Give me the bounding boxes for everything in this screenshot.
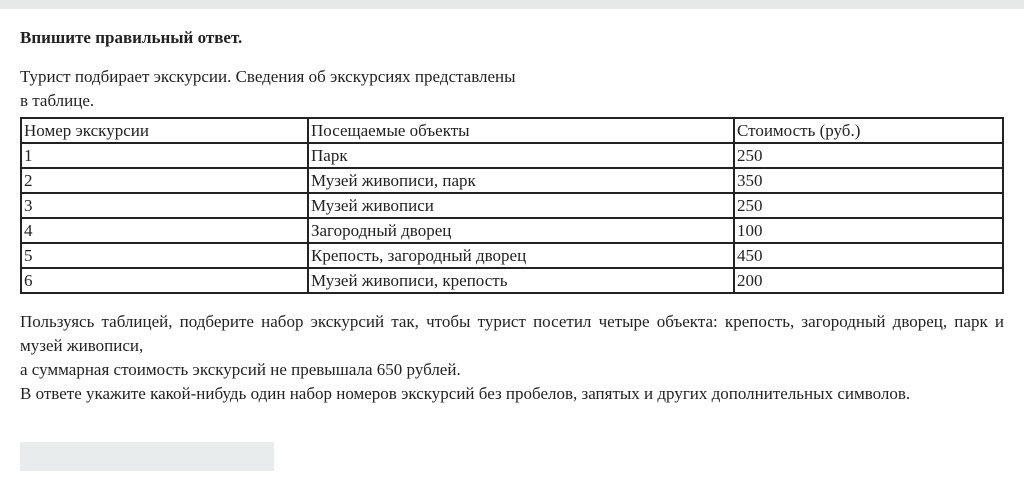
intro-line-2: в таблице. xyxy=(20,91,95,110)
task-paragraph-2: а суммарная стоимость экскурсий не превышала 650 рублей. xyxy=(20,360,461,379)
question-content xyxy=(20,27,1004,406)
table-row xyxy=(21,218,1003,243)
cell-number: 6 xyxy=(21,268,308,293)
cell-cost: 250 xyxy=(734,143,1003,168)
cell-number: 5 xyxy=(21,243,308,268)
cell-objects: Крепость, загородный дворец xyxy=(308,243,734,268)
cell-number: 1 xyxy=(21,143,308,168)
cell-objects: Музей живописи, парк xyxy=(308,168,734,193)
cell-cost: 100 xyxy=(734,218,1003,243)
table-row xyxy=(21,193,1003,218)
intro-line-1: Турист подбирает экскурсии. Сведения об экскурсиях представлены xyxy=(20,67,516,86)
header-objects: Посещаемые объекты xyxy=(308,118,734,143)
cell-number: 3 xyxy=(21,193,308,218)
cell-objects: Парк xyxy=(308,143,734,168)
task-paragraph-1: Пользуясь таблицей, подберите набор экскурсий так, чтобы турист посетил четыре объекта: крепость, загородный дворец, парк и музей живописи, xyxy=(20,312,1004,355)
excursions-table xyxy=(20,117,1004,294)
cell-objects: Загородный дворец xyxy=(308,218,734,243)
cell-objects: Музей живописи, крепость xyxy=(308,268,734,293)
table-header-row xyxy=(21,118,1003,143)
cell-cost: 250 xyxy=(734,193,1003,218)
table-row xyxy=(21,143,1003,168)
table-row xyxy=(21,168,1003,193)
header-cost: Стоимость (руб.) xyxy=(734,118,1003,143)
cell-number: 4 xyxy=(21,218,308,243)
intro-text xyxy=(20,65,1004,113)
table-row xyxy=(21,243,1003,268)
task-text xyxy=(20,310,1004,406)
answer-input[interactable] xyxy=(20,442,274,471)
top-bar xyxy=(0,0,1024,9)
cell-cost: 200 xyxy=(734,268,1003,293)
task-paragraph-3: В ответе укажите какой-нибудь один набор номеров экскурсий без пробелов, запятых и других дополнительных символов. xyxy=(20,384,911,403)
cell-cost: 350 xyxy=(734,168,1003,193)
cell-number: 2 xyxy=(21,168,308,193)
header-number: Номер экскурсии xyxy=(21,118,308,143)
cell-objects: Музей живописи xyxy=(308,193,734,218)
instruction-heading: Впишите правильный ответ. xyxy=(20,28,243,47)
table-row xyxy=(21,268,1003,293)
cell-cost: 450 xyxy=(734,243,1003,268)
